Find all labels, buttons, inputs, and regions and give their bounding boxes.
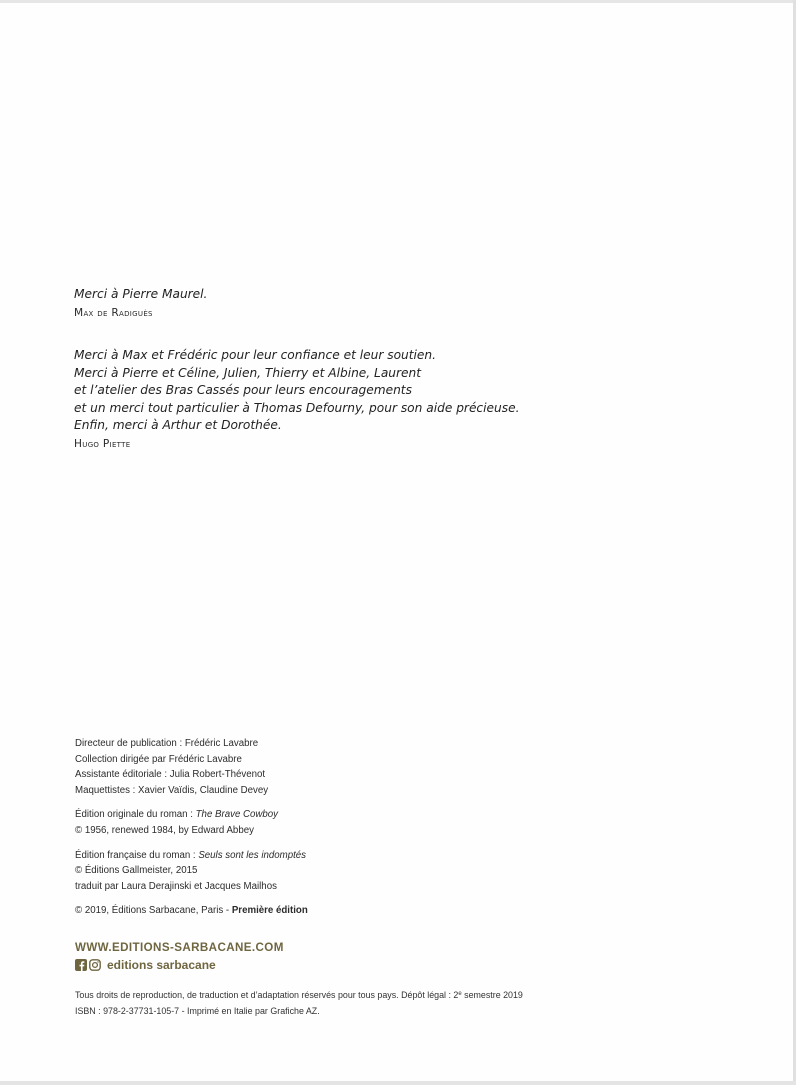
acknowledgement-signature: Hugo Piette [74,437,131,450]
original-title: The Brave Cowboy [195,809,279,821]
page-top-edge [0,0,796,3]
acknowledgement-line: et un merci tout particulier à Thomas Defourny, pour son aide précieuse. [74,400,520,415]
credit-collection: Collection dirigée par Frédéric Lavabre [75,753,242,765]
french-title: Seuls sont les indomptés [198,849,307,861]
rights-notice [75,987,523,1004]
acknowledgement-line: et l’atelier des Bras Cassés pour leurs encouragements [74,383,412,398]
rights-end: semestre 2019 [461,990,523,1000]
original-copyright: © 1956, renewed 1984, by Edward Abbey [75,824,254,836]
credit-director: Directeur de publication : Frédéric Lavabre [75,738,259,749]
edition-copyright [75,903,308,919]
acknowledgement-line: Merci à Pierre et Céline, Julien, Thierry et Albine, Laurent [74,365,422,380]
french-copyright: © Éditions Gallmeister, 2015 [75,865,198,877]
french-translators: traduit par Laura Derajinski et Jacques Mailhos [75,880,277,892]
social-handles[interactable] [75,957,284,973]
edition-label: Première édition [231,905,308,917]
acknowledgement-hugo [74,347,519,450]
original-edition [75,807,308,823]
acknowledgement-signature: Max de Radiguès [74,306,153,319]
french-edition-prefix: Édition française du roman : [75,849,199,861]
acknowledgement-line: Merci à Max et Frédéric pour leur confiance et leur soutien. [74,348,437,362]
rights-superscript: e [458,991,462,997]
isbn-line: ISBN : 978-2-37731-105-7 - Imprimé en Italie par Grafiche AZ. [75,1005,320,1016]
credit-assistant: Assistante éditoriale : Julia Robert-Thévenot [75,769,266,781]
instagram-icon[interactable] [89,959,101,971]
edition-copyright-text: © 2019, Éditions Sarbacane, Paris - [75,905,232,917]
french-edition [75,848,308,864]
acknowledgement-line: Enfin, merci à Arthur et Dorothée. [74,418,282,433]
social-handle[interactable]: editions sarbacane [107,958,216,972]
page-bottom-edge [0,1081,796,1085]
acknowledgement-max [74,286,207,319]
legal-notice [75,987,523,1019]
rights-text: Tous droits de reproduction, de traduction et d’adaptation réservés pour tous pays. Dépôt légal : 2 [75,990,459,1000]
acknowledgement-line: Merci à Pierre Maurel. [74,287,208,301]
credit-layout: Maquettistes : Xavier Vaïdis, Claudine Devey [75,784,269,796]
colophon-credits [75,736,308,919]
website-link[interactable]: WWW.EDITIONS-SARBACANE.COM [75,941,284,954]
facebook-icon[interactable] [75,959,87,971]
publisher-web [75,940,284,973]
original-edition-prefix: Édition originale du roman : [75,809,196,821]
